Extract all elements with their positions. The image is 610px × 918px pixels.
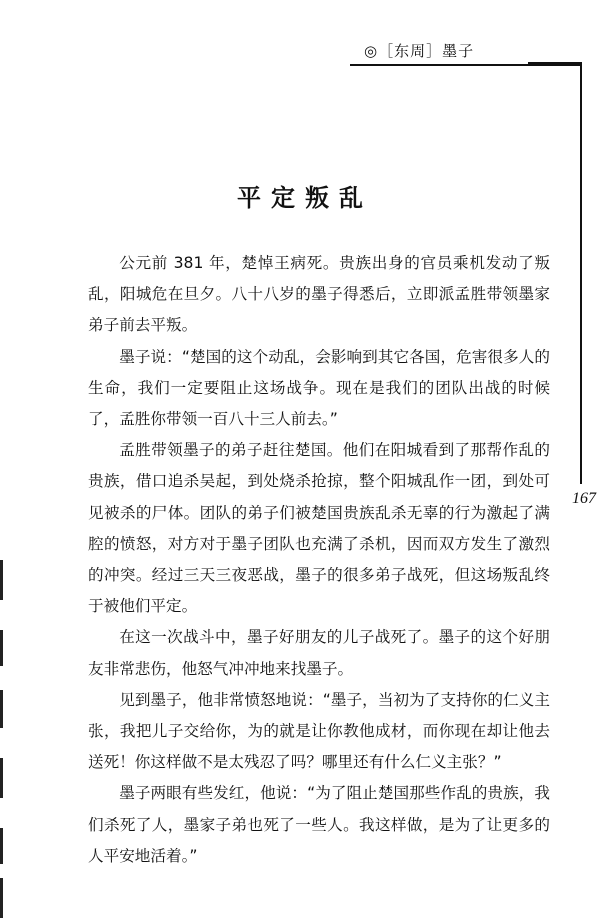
body-text (88, 248, 550, 872)
chapter-title: 平定叛乱 (237, 184, 373, 213)
running-header: ◎［东周］墨子 (364, 42, 475, 60)
binding-edge-marks (0, 560, 3, 918)
paragraph: 墨子两眼有些发红，他说：“为了阻止楚国那些作乱的贵族，我们杀死了人，墨家子弟也死了一些人。我这样做，是为了让更多的人平安地活着。” (88, 784, 550, 865)
paragraph: 墨子说：“楚国的这个动乱，会影响到其它各国，危害很多人的生命，我们一定要阻止这场战争。现在是我们的团队出战的时候了，孟胜你带领一百八十三人前去。” (88, 347, 550, 429)
paragraph: 在这一次战斗中，墨子好朋友的儿子战死了。墨子的这个好朋友非常悲伤，他怒气冲冲地来找墨子。 (88, 628, 550, 678)
paragraph: 见到墨子，他非常愤怒地说：“墨子，当初为了支持你的仁义主张，我把儿子交给你，为的就是让你教他成材，而你现在却让他去送死！你这样做不是太残忍了吗？哪里还有什么仁义主张？” (88, 690, 550, 772)
page-number: 167 (572, 490, 596, 507)
paragraph: 孟胜带领墨子的弟子赶往楚国。他们在阳城看到了那帮作乱的贵族，借口追杀吴起，到处烧杀抢掠，整个阳城乱作一团，到处可见被杀的尸体。团队的弟子们被楚国贵族乱杀无辜的行为激起了满腔的愤怒，对方对于墨子团队也充满了杀机，因而双方发生了激烈的冲突。经过三天三夜恶战，墨子的很多弟子战死，但这场叛乱终于被他们平定。 (88, 441, 550, 616)
margin-rule (580, 64, 582, 484)
paragraph: 公元前 381 年，楚悼王病死。贵族出身的官员乘机发动了叛乱，阳城危在旦夕。八十八岁的墨子得悉后，立即派孟胜带领墨家弟子前去平叛。 (88, 254, 550, 335)
header-rule-accent (528, 62, 582, 66)
